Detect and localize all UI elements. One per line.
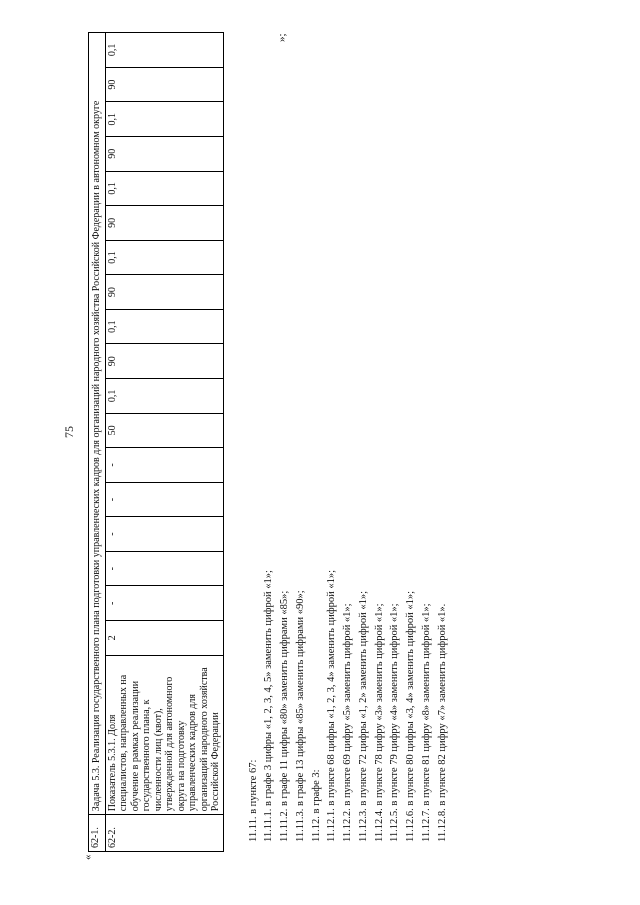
indicator-cell: 0,1: [105, 379, 223, 414]
list-item: 11.12.6. в пункте 80 цифры «3, 4» заменить цифрой «1»;: [405, 590, 416, 842]
list-item: 11.11.3. в графе 13 цифры «85» заменить цифрами «90»;: [294, 590, 306, 842]
list-item: 11.11. в пункте 67:: [247, 759, 259, 842]
indicator-cell: 50: [105, 413, 223, 448]
amendments-list: [246, 32, 451, 842]
indicator-cell: -: [105, 551, 223, 586]
list-item: 11.12.7. в пункте 81 цифру «8» заменить цифрой «1»;: [420, 603, 432, 842]
list-item: 11.12.3. в пункте 72 цифры «1, 2» заменить цифрой «1»;: [357, 590, 369, 842]
indicator-cell: 90: [105, 67, 223, 102]
indicator-cell: 0,1: [105, 102, 223, 137]
closing-quote: »;: [276, 33, 288, 42]
task-row: [89, 33, 106, 852]
indicator-row: [105, 33, 223, 852]
indicator-cell: 0,1: [105, 309, 223, 344]
indicator-row-number: 62-2.: [105, 815, 223, 852]
indicator-cell: 90: [105, 275, 223, 310]
list-item: 11.12.8. в пункте 82 цифру «7» заменить цифрой «1».: [436, 603, 448, 842]
list-item: 11.12.4. в пункте 78 цифру «3» заменить цифрой «1»;: [373, 603, 385, 842]
list-item: 11.12.5. в пункте 79 цифру «4» заменить цифрой «1»;: [389, 603, 401, 842]
indicator-cell: 0,1: [105, 240, 223, 275]
indicator-cell: -: [105, 517, 223, 552]
indicator-row-label: Показатель 5.3.1. Доля специалистов, направленных на обучение в рамках реализации государственного плана, к численности лиц (квот), утвержденной для автономного округа на подготовку управленческих кадров для организаций народного хозяйства Российской Федерации: [105, 655, 223, 815]
list-item: 11.12.2. в пункте 69 цифру «5» заменить цифрой «1»;: [342, 603, 353, 842]
list-item: 11.11.2. в графе 11 цифры «80» заменить цифрами «85»;: [279, 590, 290, 842]
indicator-cell: -: [105, 448, 223, 483]
indicator-cell: -: [105, 482, 223, 517]
task-row-number: 62-1.: [89, 815, 106, 852]
task-row-text: Задача 5.3. Реализация государственного плана подготовки управленческих кадров для организаций народного хозяйства Российской Федерации в автономном округе: [89, 33, 106, 815]
indicator-cell: 0,1: [105, 171, 223, 206]
opening-quote: «: [82, 854, 94, 860]
indicator-cell: -: [105, 586, 223, 621]
list-item: 11.12.1. в пункте 68 цифры «1, 2, 3, 4» заменить цифрой «1»;: [326, 569, 338, 842]
indicator-cell: 90: [105, 344, 223, 379]
indicators-table: [88, 32, 224, 852]
indicator-cell: 90: [105, 206, 223, 241]
page-number: 75: [62, 426, 76, 438]
indicator-cell: 90: [105, 136, 223, 171]
rotated-content: [88, 32, 528, 852]
list-item: 11.11.1. в графе 3 цифры «1, 2, 3, 4, 5» заменить цифрой «1»;: [263, 570, 275, 842]
indicator-cell: 2: [105, 621, 223, 656]
list-item: 11.12. в графе 3:: [310, 769, 322, 842]
indicator-cell: 0,1: [105, 33, 223, 68]
